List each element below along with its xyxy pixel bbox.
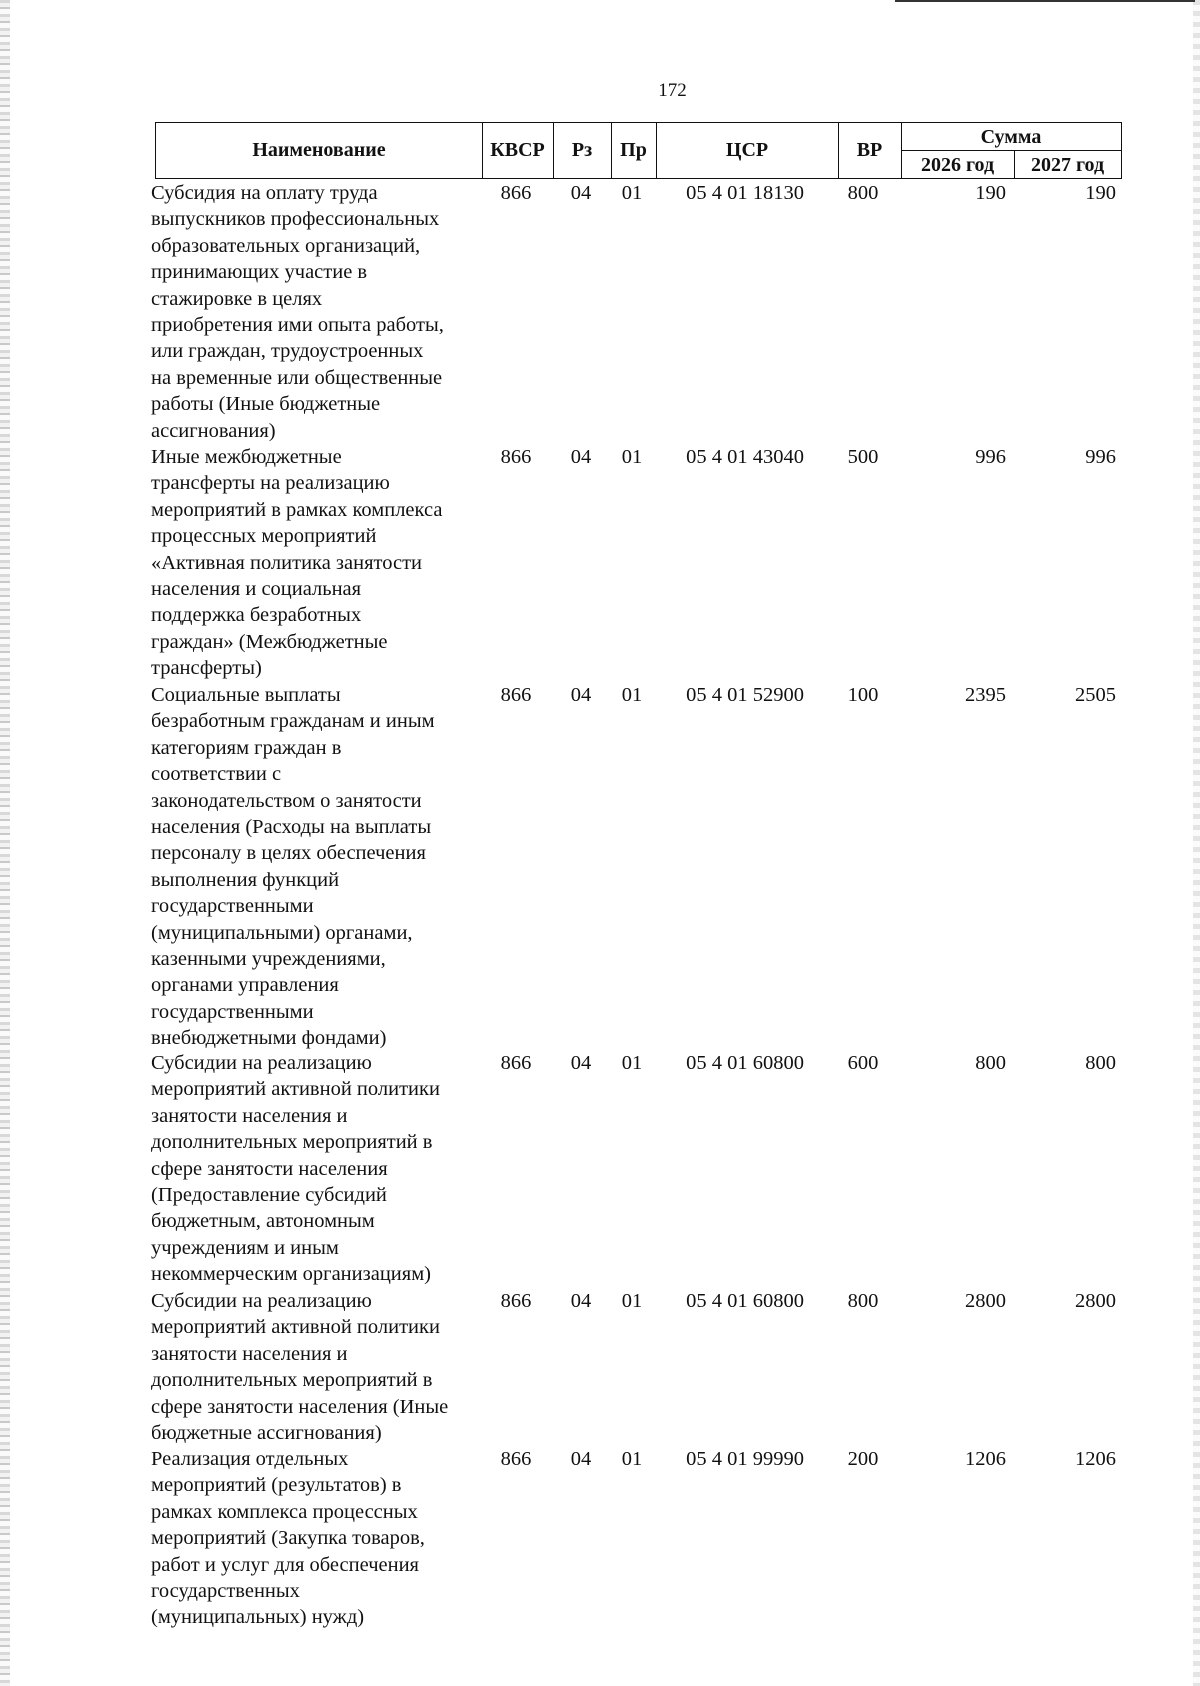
row-vr: 800 — [847, 182, 879, 204]
scan-top-rule — [895, 0, 1195, 2]
table-header — [155, 122, 1122, 179]
scan-edge-right — [1193, 0, 1200, 1686]
header-year-2026: 2026 год — [920, 153, 995, 176]
row-sum-2026: 2395 — [965, 684, 1006, 706]
row-rz: 04 — [570, 446, 592, 468]
row-rz: 04 — [570, 182, 592, 204]
row-pr: 01 — [621, 1052, 643, 1074]
row-name: Социальные выплаты безработным гражданам и иным категориям граждан в соответствии с законодательством о занятости населения (Расходы на выплаты персоналу в целях обеспечения выполнения функций государственными (муниципальными) органами, казенными учреждениями, органами управления государственными внебюджетными фондами) — [151, 684, 435, 1050]
row-kvsr: 866 — [500, 182, 532, 204]
header-pr: Пр — [620, 139, 647, 161]
header-sum: Сумма — [980, 125, 1042, 148]
row-sum-2026: 190 — [975, 182, 1006, 204]
row-pr: 01 — [621, 1448, 643, 1470]
row-vr: 200 — [847, 1448, 879, 1470]
row-name: Субсидии на реализацию мероприятий активной политики занятости населения и дополнительных мероприятий в сфере занятости населения (Предоставление субсидий бюджетным, автономным учреждениям и иным некоммерческим организациям) — [151, 1052, 440, 1286]
scan-edge-left — [0, 0, 10, 1686]
row-sum-2026: 996 — [975, 446, 1006, 468]
row-kvsr: 866 — [500, 446, 532, 468]
row-sum-2027: 996 — [1085, 446, 1116, 468]
row-rz: 04 — [570, 1052, 592, 1074]
row-kvsr: 866 — [500, 1290, 532, 1312]
row-vr: 800 — [847, 1290, 879, 1312]
row-csr: 05 4 01 99990 — [686, 1448, 804, 1470]
row-sum-2026: 2800 — [965, 1290, 1006, 1312]
row-csr: 05 4 01 60800 — [686, 1052, 804, 1074]
row-name: Реализация отдельных мероприятий (результатов) в рамках комплекса процессных мероприятий (Закупка товаров, работ и услуг для обеспечения государственных (муниципальных) нужд) — [151, 1448, 425, 1629]
row-sum-2027: 190 — [1085, 182, 1116, 204]
row-sum-2027: 800 — [1085, 1052, 1116, 1074]
row-sum-2027: 1206 — [1075, 1448, 1116, 1470]
row-vr: 500 — [847, 446, 879, 468]
header-vr: ВР — [856, 139, 883, 161]
row-rz: 04 — [570, 1290, 592, 1312]
header-kvsr: КВСР — [490, 139, 545, 161]
row-vr: 600 — [847, 1052, 879, 1074]
header-rz: Рз — [571, 139, 593, 161]
row-pr: 01 — [621, 684, 643, 706]
header-csr: ЦСР — [725, 139, 769, 161]
header-year-2027: 2027 год — [1030, 153, 1105, 176]
row-kvsr: 866 — [500, 1052, 532, 1074]
row-csr: 05 4 01 52900 — [686, 684, 804, 706]
row-sum-2027: 2505 — [1075, 684, 1116, 706]
row-vr: 100 — [847, 684, 879, 706]
header-name: Наименование — [252, 139, 386, 161]
row-csr: 05 4 01 60800 — [686, 1290, 804, 1312]
row-sum-2026: 800 — [975, 1052, 1006, 1074]
row-name: Субсидия на оплату труда выпускников профессиональных образовательных организаций, принимающих участие в стажировке в целях приобретения ими опыта работы, или граждан, трудоустроенных на временные или общественные работы (Иные бюджетные ассигнования) — [151, 182, 444, 442]
row-pr: 01 — [621, 182, 643, 204]
row-kvsr: 866 — [500, 1448, 532, 1470]
page-number: 172 — [658, 80, 687, 101]
row-pr: 01 — [621, 1290, 643, 1312]
row-csr: 05 4 01 18130 — [686, 182, 804, 204]
row-pr: 01 — [621, 446, 643, 468]
row-sum-2027: 2800 — [1075, 1290, 1116, 1312]
row-rz: 04 — [570, 1448, 592, 1470]
row-name: Субсидии на реализацию мероприятий активной политики занятости населения и дополнительных мероприятий в сфере занятости населения (Иные бюджетные ассигнования) — [151, 1290, 449, 1445]
row-csr: 05 4 01 43040 — [686, 446, 804, 468]
row-sum-2026: 1206 — [965, 1448, 1006, 1470]
row-kvsr: 866 — [500, 684, 532, 706]
row-rz: 04 — [570, 684, 592, 706]
row-name: Иные межбюджетные трансферты на реализацию мероприятий в рамках комплекса процессных мероприятий «Активная политика занятости населения и социальная поддержка безработных граждан» (Межбюджетные трансферты) — [151, 446, 443, 680]
